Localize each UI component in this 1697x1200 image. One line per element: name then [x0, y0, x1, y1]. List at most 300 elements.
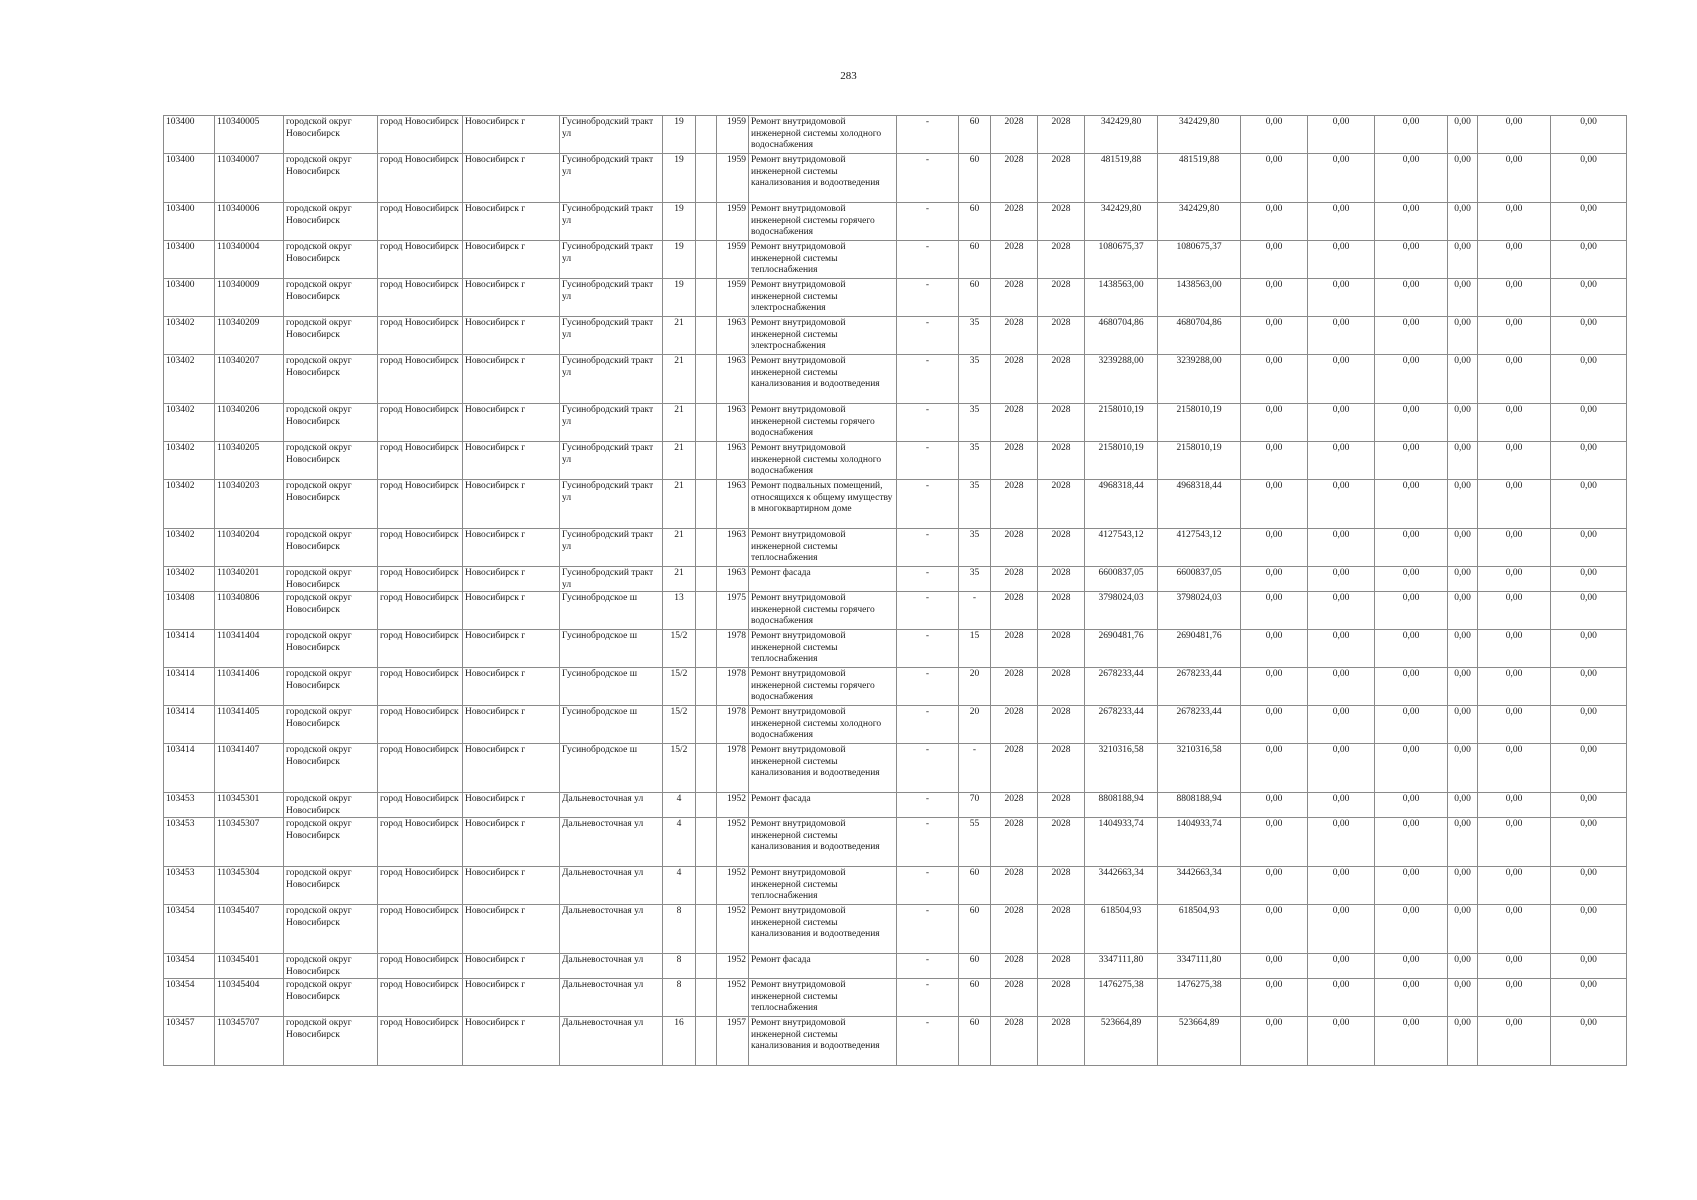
cell-work: Ремонт внутридомовой инженерной системы теплоснабжения [749, 529, 897, 567]
cell-value-6: 0,00 [1551, 818, 1627, 867]
cell-cost-fund: 2678233,44 [1158, 706, 1241, 744]
cell-building [696, 442, 717, 480]
cell-value-1: 0,00 [1241, 905, 1308, 954]
cell-year: 1963 [717, 442, 749, 480]
cell-year: 1963 [717, 355, 749, 404]
cell-year: 1963 [717, 480, 749, 529]
cell-work: Ремонт внутридомовой инженерной системы горячего водоснабжения [749, 592, 897, 630]
cell-street: Дальневосточная ул [560, 793, 663, 818]
cell-cost-total: 3239288,00 [1085, 355, 1158, 404]
cell-locality: Новосибирск г [463, 818, 560, 867]
cell-year: 1963 [717, 404, 749, 442]
cell-wear: 60 [959, 203, 991, 241]
cell-value-3: 0,00 [1375, 979, 1448, 1017]
cell-value-2: 0,00 [1308, 241, 1375, 279]
cell-wear: 60 [959, 954, 991, 979]
cell-value-2: 0,00 [1308, 744, 1375, 793]
cell-building [696, 818, 717, 867]
cell-cost-total: 618504,93 [1085, 905, 1158, 954]
cell-value-3: 0,00 [1375, 154, 1448, 203]
table-row [164, 744, 1627, 793]
cell-year-end: 2028 [1038, 954, 1085, 979]
cell-house: 19 [663, 203, 696, 241]
cell-street: Гусинобродское ш [560, 630, 663, 668]
cell-value-2: 0,00 [1308, 404, 1375, 442]
cell-municipality: городской округ Новосибирск [284, 668, 378, 706]
cell-code: 103414 [164, 744, 215, 793]
cell-value-2: 0,00 [1308, 630, 1375, 668]
cell-year-end: 2028 [1038, 706, 1085, 744]
cell-id: 110340004 [215, 241, 284, 279]
cell-dash: - [897, 954, 959, 979]
cell-year-end: 2028 [1038, 116, 1085, 154]
cell-value-6: 0,00 [1551, 706, 1627, 744]
cell-cost-fund: 4127543,12 [1158, 529, 1241, 567]
cell-value-1: 0,00 [1241, 116, 1308, 154]
cell-value-6: 0,00 [1551, 668, 1627, 706]
cell-street: Дальневосточная ул [560, 905, 663, 954]
cell-year-start: 2028 [991, 317, 1038, 355]
cell-dash: - [897, 317, 959, 355]
cell-municipality: городской округ Новосибирск [284, 630, 378, 668]
cell-id: 110341406 [215, 668, 284, 706]
table-row [164, 203, 1627, 241]
cell-year-start: 2028 [991, 442, 1038, 480]
cell-value-6: 0,00 [1551, 480, 1627, 529]
cell-locality: Новосибирск г [463, 954, 560, 979]
cell-cost-total: 6600837,05 [1085, 567, 1158, 592]
cell-value-5: 0,00 [1478, 317, 1551, 355]
cell-wear: 60 [959, 241, 991, 279]
cell-street: Гусинобродский тракт ул [560, 241, 663, 279]
cell-work: Ремонт фасада [749, 954, 897, 979]
cell-value-2: 0,00 [1308, 1017, 1375, 1066]
cell-value-4: 0,00 [1448, 480, 1478, 529]
cell-value-6: 0,00 [1551, 905, 1627, 954]
table-row [164, 793, 1627, 818]
cell-settlement: город Новосибирск [378, 1017, 463, 1066]
cell-year-start: 2028 [991, 954, 1038, 979]
cell-building [696, 404, 717, 442]
cell-house: 21 [663, 404, 696, 442]
cell-year: 1978 [717, 744, 749, 793]
cell-cost-total: 481519,88 [1085, 154, 1158, 203]
cell-code: 103402 [164, 404, 215, 442]
cell-year-end: 2028 [1038, 404, 1085, 442]
cell-municipality: городской округ Новосибирск [284, 116, 378, 154]
cell-code: 103453 [164, 867, 215, 905]
cell-municipality: городской округ Новосибирск [284, 905, 378, 954]
cell-settlement: город Новосибирск [378, 355, 463, 404]
cell-year: 1957 [717, 1017, 749, 1066]
cell-municipality: городской округ Новосибирск [284, 241, 378, 279]
cell-cost-total: 1404933,74 [1085, 818, 1158, 867]
cell-value-5: 0,00 [1478, 818, 1551, 867]
cell-dash: - [897, 818, 959, 867]
cell-cost-total: 2158010,19 [1085, 442, 1158, 480]
cell-value-2: 0,00 [1308, 592, 1375, 630]
cell-code: 103457 [164, 1017, 215, 1066]
cell-value-3: 0,00 [1375, 867, 1448, 905]
cell-year-end: 2028 [1038, 867, 1085, 905]
cell-value-2: 0,00 [1308, 317, 1375, 355]
cell-cost-fund: 523664,89 [1158, 1017, 1241, 1066]
cell-wear: 60 [959, 979, 991, 1017]
cell-id: 110340007 [215, 154, 284, 203]
cell-street: Гусинобродское ш [560, 668, 663, 706]
cell-work: Ремонт внутридомовой инженерной системы теплоснабжения [749, 979, 897, 1017]
cell-value-5: 0,00 [1478, 979, 1551, 1017]
cell-cost-fund: 1404933,74 [1158, 818, 1241, 867]
cell-cost-total: 8808188,94 [1085, 793, 1158, 818]
cell-value-3: 0,00 [1375, 1017, 1448, 1066]
cell-cost-total: 3442663,34 [1085, 867, 1158, 905]
cell-value-1: 0,00 [1241, 154, 1308, 203]
cell-value-4: 0,00 [1448, 818, 1478, 867]
table-row [164, 592, 1627, 630]
cell-municipality: городской округ Новосибирск [284, 954, 378, 979]
cell-code: 103400 [164, 154, 215, 203]
cell-value-1: 0,00 [1241, 793, 1308, 818]
cell-street: Гусинобродское ш [560, 592, 663, 630]
cell-id: 110345307 [215, 818, 284, 867]
cell-locality: Новосибирск г [463, 404, 560, 442]
cell-value-5: 0,00 [1478, 529, 1551, 567]
cell-value-6: 0,00 [1551, 317, 1627, 355]
cell-work: Ремонт фасада [749, 567, 897, 592]
cell-value-3: 0,00 [1375, 355, 1448, 404]
cell-locality: Новосибирск г [463, 317, 560, 355]
cell-value-5: 0,00 [1478, 630, 1551, 668]
cell-value-1: 0,00 [1241, 355, 1308, 404]
cell-value-2: 0,00 [1308, 567, 1375, 592]
cell-settlement: город Новосибирск [378, 668, 463, 706]
cell-value-6: 0,00 [1551, 793, 1627, 818]
cell-code: 103453 [164, 818, 215, 867]
cell-code: 103454 [164, 954, 215, 979]
cell-year-end: 2028 [1038, 592, 1085, 630]
cell-year-start: 2028 [991, 793, 1038, 818]
cell-code: 103408 [164, 592, 215, 630]
cell-street: Дальневосточная ул [560, 818, 663, 867]
cell-house: 8 [663, 905, 696, 954]
cell-year-start: 2028 [991, 279, 1038, 317]
cell-building [696, 744, 717, 793]
cell-value-2: 0,00 [1308, 905, 1375, 954]
cell-dash: - [897, 979, 959, 1017]
cell-settlement: город Новосибирск [378, 954, 463, 979]
cell-building [696, 203, 717, 241]
cell-value-2: 0,00 [1308, 442, 1375, 480]
cell-code: 103402 [164, 317, 215, 355]
cell-year: 1963 [717, 529, 749, 567]
cell-dash: - [897, 404, 959, 442]
cell-year: 1959 [717, 154, 749, 203]
table-row [164, 404, 1627, 442]
cell-value-5: 0,00 [1478, 279, 1551, 317]
cell-value-1: 0,00 [1241, 630, 1308, 668]
cell-value-6: 0,00 [1551, 154, 1627, 203]
cell-municipality: городской округ Новосибирск [284, 404, 378, 442]
cell-dash: - [897, 355, 959, 404]
cell-municipality: городской округ Новосибирск [284, 529, 378, 567]
cell-street: Гусинобродский тракт ул [560, 442, 663, 480]
cell-value-2: 0,00 [1308, 867, 1375, 905]
cell-value-1: 0,00 [1241, 404, 1308, 442]
cell-settlement: город Новосибирск [378, 592, 463, 630]
cell-value-6: 0,00 [1551, 241, 1627, 279]
cell-building [696, 355, 717, 404]
cell-wear: 35 [959, 317, 991, 355]
cell-work: Ремонт внутридомовой инженерной системы канализования и водоотведения [749, 355, 897, 404]
cell-value-4: 0,00 [1448, 744, 1478, 793]
table-row [164, 529, 1627, 567]
cell-building [696, 706, 717, 744]
cell-code: 103400 [164, 241, 215, 279]
cell-value-1: 0,00 [1241, 442, 1308, 480]
cell-wear: 60 [959, 154, 991, 203]
cell-value-4: 0,00 [1448, 404, 1478, 442]
cell-year-start: 2028 [991, 116, 1038, 154]
cell-year-start: 2028 [991, 668, 1038, 706]
cell-street: Гусинобродский тракт ул [560, 317, 663, 355]
cell-year: 1952 [717, 954, 749, 979]
cell-value-4: 0,00 [1448, 979, 1478, 1017]
cell-value-3: 0,00 [1375, 116, 1448, 154]
cell-locality: Новосибирск г [463, 203, 560, 241]
cell-street: Гусинобродский тракт ул [560, 529, 663, 567]
cell-value-6: 0,00 [1551, 592, 1627, 630]
cell-locality: Новосибирск г [463, 630, 560, 668]
cell-dash: - [897, 630, 959, 668]
cell-dash: - [897, 706, 959, 744]
cell-id: 110345304 [215, 867, 284, 905]
cell-value-6: 0,00 [1551, 1017, 1627, 1066]
cell-value-2: 0,00 [1308, 480, 1375, 529]
cell-wear: 35 [959, 567, 991, 592]
cell-value-1: 0,00 [1241, 744, 1308, 793]
table-row [164, 355, 1627, 404]
cell-cost-fund: 3210316,58 [1158, 744, 1241, 793]
cell-year-end: 2028 [1038, 442, 1085, 480]
cell-house: 19 [663, 279, 696, 317]
cell-value-6: 0,00 [1551, 567, 1627, 592]
cell-street: Гусинобродский тракт ул [560, 567, 663, 592]
cell-year: 1978 [717, 668, 749, 706]
cell-cost-fund: 481519,88 [1158, 154, 1241, 203]
cell-year-start: 2028 [991, 355, 1038, 404]
cell-value-6: 0,00 [1551, 404, 1627, 442]
cell-wear: 60 [959, 1017, 991, 1066]
cell-building [696, 867, 717, 905]
cell-year-end: 2028 [1038, 668, 1085, 706]
cell-value-6: 0,00 [1551, 279, 1627, 317]
cell-id: 110340204 [215, 529, 284, 567]
cell-locality: Новосибирск г [463, 592, 560, 630]
cell-cost-total: 2678233,44 [1085, 668, 1158, 706]
cell-value-4: 0,00 [1448, 355, 1478, 404]
cell-value-4: 0,00 [1448, 241, 1478, 279]
cell-building [696, 154, 717, 203]
cell-settlement: город Новосибирск [378, 116, 463, 154]
cell-municipality: городской округ Новосибирск [284, 480, 378, 529]
cell-year-start: 2028 [991, 979, 1038, 1017]
cell-municipality: городской округ Новосибирск [284, 355, 378, 404]
cell-value-3: 0,00 [1375, 404, 1448, 442]
cell-value-6: 0,00 [1551, 203, 1627, 241]
cell-code: 103454 [164, 905, 215, 954]
cell-cost-fund: 4968318,44 [1158, 480, 1241, 529]
cell-cost-fund: 3239288,00 [1158, 355, 1241, 404]
cell-value-3: 0,00 [1375, 954, 1448, 979]
cell-year-end: 2028 [1038, 203, 1085, 241]
cell-work: Ремонт внутридомовой инженерной системы канализования и водоотведения [749, 154, 897, 203]
cell-value-1: 0,00 [1241, 1017, 1308, 1066]
cell-value-4: 0,00 [1448, 867, 1478, 905]
cell-value-2: 0,00 [1308, 203, 1375, 241]
cell-municipality: городской округ Новосибирск [284, 706, 378, 744]
cell-value-4: 0,00 [1448, 529, 1478, 567]
cell-value-6: 0,00 [1551, 867, 1627, 905]
cell-year-end: 2028 [1038, 355, 1085, 404]
cell-value-3: 0,00 [1375, 480, 1448, 529]
cell-cost-fund: 1080675,37 [1158, 241, 1241, 279]
cell-locality: Новосибирск г [463, 442, 560, 480]
cell-house: 19 [663, 116, 696, 154]
cell-year-start: 2028 [991, 529, 1038, 567]
cell-id: 110340009 [215, 279, 284, 317]
cell-value-3: 0,00 [1375, 744, 1448, 793]
cell-cost-total: 4968318,44 [1085, 480, 1158, 529]
cell-cost-fund: 1438563,00 [1158, 279, 1241, 317]
cell-house: 4 [663, 793, 696, 818]
cell-code: 103414 [164, 706, 215, 744]
cell-value-3: 0,00 [1375, 668, 1448, 706]
cell-value-4: 0,00 [1448, 905, 1478, 954]
cell-work: Ремонт подвальных помещений, относящихся к общему имуществу в многоквартирном доме [749, 480, 897, 529]
cell-year: 1959 [717, 116, 749, 154]
cell-cost-fund: 618504,93 [1158, 905, 1241, 954]
cell-street: Дальневосточная ул [560, 1017, 663, 1066]
cell-value-5: 0,00 [1478, 905, 1551, 954]
cell-value-1: 0,00 [1241, 867, 1308, 905]
cell-cost-total: 4680704,86 [1085, 317, 1158, 355]
cell-value-4: 0,00 [1448, 567, 1478, 592]
cell-year: 1959 [717, 279, 749, 317]
cell-dash: - [897, 154, 959, 203]
cell-value-1: 0,00 [1241, 241, 1308, 279]
cell-value-3: 0,00 [1375, 442, 1448, 480]
cell-building [696, 979, 717, 1017]
cell-code: 103402 [164, 480, 215, 529]
cell-year: 1952 [717, 793, 749, 818]
cell-value-1: 0,00 [1241, 567, 1308, 592]
cell-municipality: городской округ Новосибирск [284, 567, 378, 592]
cell-municipality: городской округ Новосибирск [284, 154, 378, 203]
cell-id: 110340006 [215, 203, 284, 241]
cell-locality: Новосибирск г [463, 154, 560, 203]
cell-value-6: 0,00 [1551, 442, 1627, 480]
cell-dash: - [897, 793, 959, 818]
cell-building [696, 480, 717, 529]
cell-value-5: 0,00 [1478, 668, 1551, 706]
cell-id: 110340806 [215, 592, 284, 630]
cell-wear: - [959, 592, 991, 630]
cell-street: Дальневосточная ул [560, 979, 663, 1017]
cell-value-3: 0,00 [1375, 529, 1448, 567]
cell-value-2: 0,00 [1308, 279, 1375, 317]
cell-house: 13 [663, 592, 696, 630]
cell-work: Ремонт внутридомовой инженерной системы канализования и водоотведения [749, 818, 897, 867]
cell-year: 1952 [717, 979, 749, 1017]
cell-value-4: 0,00 [1448, 442, 1478, 480]
cell-settlement: город Новосибирск [378, 744, 463, 793]
cell-year-start: 2028 [991, 592, 1038, 630]
cell-wear: 20 [959, 668, 991, 706]
cell-value-5: 0,00 [1478, 793, 1551, 818]
page-number: 283 [840, 70, 857, 82]
cell-cost-fund: 8808188,94 [1158, 793, 1241, 818]
cell-cost-total: 523664,89 [1085, 1017, 1158, 1066]
cell-street: Гусинобродское ш [560, 744, 663, 793]
cell-municipality: городской округ Новосибирск [284, 979, 378, 1017]
cell-house: 21 [663, 355, 696, 404]
cell-value-4: 0,00 [1448, 116, 1478, 154]
table-body [164, 116, 1627, 1066]
cell-year-start: 2028 [991, 404, 1038, 442]
cell-settlement: город Новосибирск [378, 818, 463, 867]
cell-value-5: 0,00 [1478, 241, 1551, 279]
cell-street: Гусинобродский тракт ул [560, 154, 663, 203]
cell-value-3: 0,00 [1375, 241, 1448, 279]
cell-cost-total: 3798024,03 [1085, 592, 1158, 630]
cell-value-2: 0,00 [1308, 818, 1375, 867]
cell-cost-total: 3347111,80 [1085, 954, 1158, 979]
cell-cost-total: 2678233,44 [1085, 706, 1158, 744]
cell-year-end: 2028 [1038, 154, 1085, 203]
cell-work: Ремонт внутридомовой инженерной системы теплоснабжения [749, 241, 897, 279]
table-row [164, 706, 1627, 744]
cell-year-end: 2028 [1038, 567, 1085, 592]
cell-id: 110345407 [215, 905, 284, 954]
cell-house: 21 [663, 567, 696, 592]
cell-dash: - [897, 905, 959, 954]
cell-municipality: городской округ Новосибирск [284, 592, 378, 630]
cell-value-6: 0,00 [1551, 954, 1627, 979]
cell-work: Ремонт внутридомовой инженерной системы канализования и водоотведения [749, 905, 897, 954]
cell-id: 110341407 [215, 744, 284, 793]
cell-wear: 70 [959, 793, 991, 818]
cell-work: Ремонт внутридомовой инженерной системы холодного водоснабжения [749, 706, 897, 744]
cell-locality: Новосибирск г [463, 279, 560, 317]
capital-repair-table [163, 115, 1627, 1066]
cell-code: 103402 [164, 567, 215, 592]
cell-value-1: 0,00 [1241, 818, 1308, 867]
cell-house: 21 [663, 529, 696, 567]
cell-value-1: 0,00 [1241, 317, 1308, 355]
cell-id: 110345404 [215, 979, 284, 1017]
cell-value-4: 0,00 [1448, 668, 1478, 706]
cell-street: Дальневосточная ул [560, 954, 663, 979]
cell-year: 1952 [717, 905, 749, 954]
cell-id: 110345301 [215, 793, 284, 818]
cell-year-end: 2028 [1038, 1017, 1085, 1066]
cell-code: 103402 [164, 355, 215, 404]
cell-value-2: 0,00 [1308, 668, 1375, 706]
cell-street: Гусинобродский тракт ул [560, 203, 663, 241]
cell-value-2: 0,00 [1308, 154, 1375, 203]
cell-value-5: 0,00 [1478, 867, 1551, 905]
